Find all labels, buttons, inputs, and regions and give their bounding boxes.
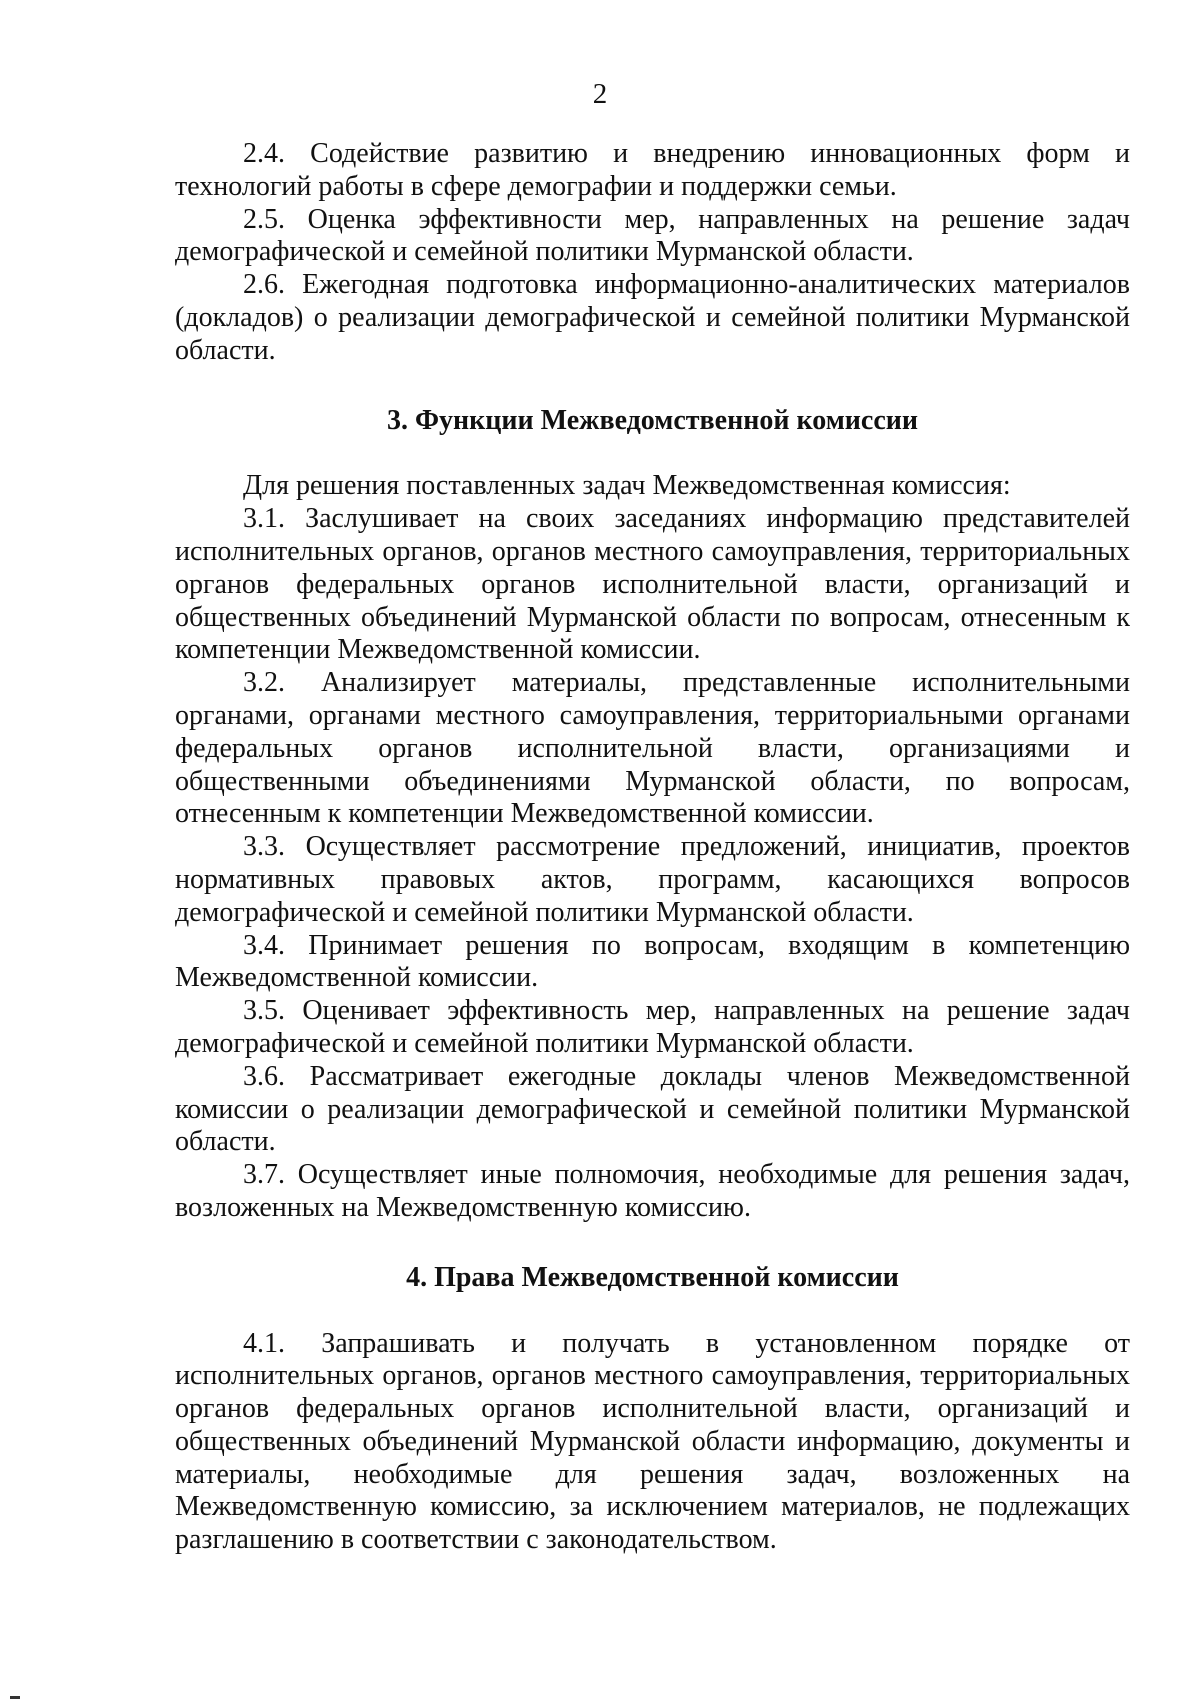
page-number: 2 xyxy=(592,78,608,110)
paragraph-2-4: 2.4. Содействие развитию и внедрению инновационных форм и технологий работы в сфере демографии и поддержки семьи. xyxy=(175,138,1130,202)
paragraph-3-5: 3.5. Оценивает эффективность мер, направленных на решение задач демографической и семейной политики Мурманской области. xyxy=(175,995,1130,1059)
document-body xyxy=(175,138,1130,1557)
paragraph-3-6: 3.6. Рассматривает ежегодные доклады членов Межведомственной комиссии о реализации демографической и семейной политики Мурманской области. xyxy=(175,1060,1130,1158)
paragraph-3-4: 3.4. Принимает решения по вопросам, входящим в компетенцию Межведомственной комиссии. xyxy=(175,929,1130,994)
paragraph-3-1: 3.1. Заслушивает на своих заседаниях информацию представителей исполнительных органов, органов местного самоуправления, территориальных органов федеральных органов исполнительной власти, организаций и общественных объединений Мурманской области по вопросам, отнесенным к компетенции Межведомственной комиссии. xyxy=(175,503,1130,666)
paragraph-3-3: 3.3. Осуществляет рассмотрение предложений, инициатив, проектов нормативных правовых актов, программ, касающихся вопросов демографической и семейной политики Мурманской области. xyxy=(175,831,1130,928)
section-4-heading: 4. Права Межведомственной комиссии xyxy=(406,1261,899,1293)
paragraph-4-1: 4.1. Запрашивать и получать в установленном порядке от исполнительных органов, органов местного самоуправления, территориальных органов федеральных органов исполнительной власти, организаций и общественных объединений Мурманской области информацию, документы и материалы, необходимые для решения задач, возложенных на Межведомственную комиссию, за исключением материалов, не подлежащих разглашению в соответствии с законодательством. xyxy=(175,1327,1130,1556)
section-3-heading: 3. Функции Межведомственной комиссии xyxy=(386,404,919,436)
paragraph-2-6: 2.6. Ежегодная подготовка информационно-аналитических материалов (докладов) о реализации демографической и семейной политики Мурманской области. xyxy=(175,269,1130,366)
paragraph-2-5: 2.5. Оценка эффективности мер, направленных на решение задач демографической и семейной политики Мурманской области. xyxy=(175,203,1130,268)
paragraph-3-7: 3.7. Осуществляет иные полномочия, необходимые для решения задач, возложенных на Межведомственную комиссию. xyxy=(175,1159,1130,1223)
section-3-intro: Для решения поставленных задач Межведомственная комиссия: xyxy=(243,470,1011,502)
scan-mark xyxy=(10,1696,20,1699)
paragraph-3-2: 3.2. Анализирует материалы, представленные исполнительными органами, органами местного самоуправления, территориальными органами федеральных органов исполнительной власти, организациями и общественными объединениями Мурманской области, по вопросам, отнесенным к компетенции Межведомственной комиссии. xyxy=(175,667,1130,830)
